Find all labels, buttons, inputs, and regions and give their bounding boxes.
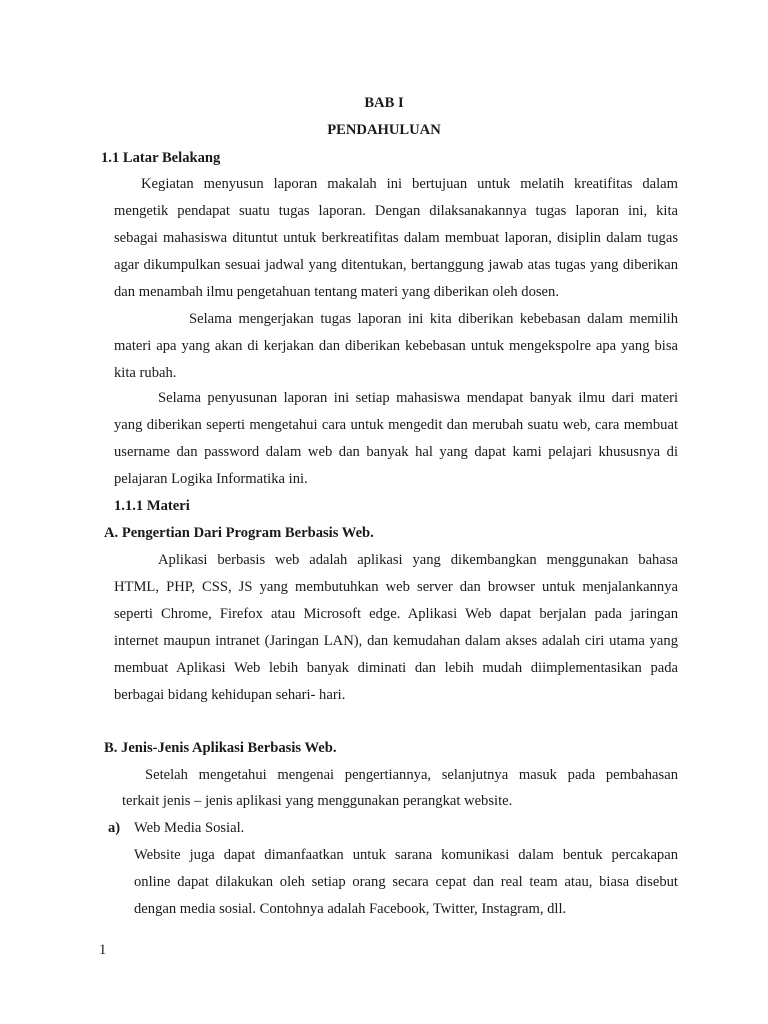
section-heading-a: A. Pengertian Dari Program Berbasis Web. bbox=[104, 525, 374, 541]
paragraph-line: kita rubah. bbox=[114, 365, 177, 381]
paragraph-line: Aplikasi berbasis web adalah aplikasi yang dikembangkan menggunakan bahasa bbox=[158, 552, 678, 568]
paragraph-line: dan menambah ilmu pengetahuan tentang materi yang diberikan oleh dosen. bbox=[114, 284, 559, 300]
paragraph-line: internet maupun intranet (Jaringan LAN), dan kemudahan dalam akses adalah ciri utama yang bbox=[114, 633, 678, 649]
paragraph-line: Kegiatan menyusun laporan makalah ini bertujuan untuk melatih kreatifitas dalam bbox=[141, 176, 678, 192]
list-item-line: Website juga dapat dimanfaatkan untuk sarana komunikasi dalam bentuk percakapan bbox=[134, 847, 678, 863]
paragraph-line: seperti Chrome, Firefox atau Microsoft edge. Aplikasi Web dapat berjalan pada jaringan bbox=[114, 606, 678, 622]
list-item-line: dengan media sosial. Contohnya adalah Facebook, Twitter, Instagram, dll. bbox=[134, 901, 567, 917]
paragraph-line: yang diberikan seperti mengetahui cara untuk mengedit dan merubah suatu web, cara membuat bbox=[114, 417, 678, 433]
chapter-number: BAB I bbox=[364, 95, 404, 111]
section-heading-b: B. Jenis-Jenis Aplikasi Berbasis Web. bbox=[104, 740, 337, 756]
paragraph-line: HTML, PHP, CSS, JS yang membutuhkan web server dan browser untuk menjalankannya bbox=[114, 579, 678, 595]
paragraph-line: materi apa yang akan di kerjakan dan diberikan kebebasan untuk mengekspolre apa yang bisa bbox=[114, 338, 678, 354]
paragraph-line: berbagai bidang kehidupan sehari- hari. bbox=[114, 687, 346, 703]
paragraph-line: Selama penyusunan laporan ini setiap mahasiswa mendapat banyak ilmu dari materi bbox=[158, 390, 678, 406]
paragraph-line: sebagai mahasiswa dituntut untuk berkreatifitas dalam membuat laporan, disiplin dalam tugas bbox=[114, 230, 678, 246]
paragraph-line: Setelah mengetahui mengenai pengertiannya, selanjutnya masuk pada pembahasan bbox=[145, 767, 678, 783]
paragraph-line: Selama mengerjakan tugas laporan ini kita diberikan kebebasan dalam memilih bbox=[189, 311, 678, 327]
chapter-title: PENDAHULUAN bbox=[327, 122, 441, 138]
paragraph-line: mengetik pendapat suatu tugas laporan. Dengan dilaksanakannya tugas laporan ini, kita bbox=[114, 203, 678, 219]
paragraph-line: terkait jenis – jenis aplikasi yang menggunakan perangkat website. bbox=[122, 793, 513, 809]
subsection-heading-materi: 1.1.1 Materi bbox=[114, 498, 190, 514]
page-number: 1 bbox=[99, 942, 107, 958]
paragraph-line: username dan password dalam web dan banyak hal yang dapat kami pelajari khususnya di bbox=[114, 444, 678, 460]
paragraph-line: pelajaran Logika Informatika ini. bbox=[114, 471, 308, 487]
list-item-title: Web Media Sosial. bbox=[134, 820, 245, 836]
paragraph-line: membuat Aplikasi Web lebih banyak diminati dan lebih mudah diimplementasikan pada bbox=[114, 660, 678, 676]
paragraph-line: agar dikumpulkan sesuai jadwal yang ditentukan, bertanggung jawab atas tugas yang diberikan bbox=[114, 257, 678, 273]
list-item-line: online dapat dilakukan oleh setiap orang secara cepat dan real team atau, biasa disebut bbox=[134, 874, 678, 890]
section-heading-latar-belakang: 1.1 Latar Belakang bbox=[101, 150, 221, 166]
list-marker-a: a) bbox=[108, 820, 121, 836]
